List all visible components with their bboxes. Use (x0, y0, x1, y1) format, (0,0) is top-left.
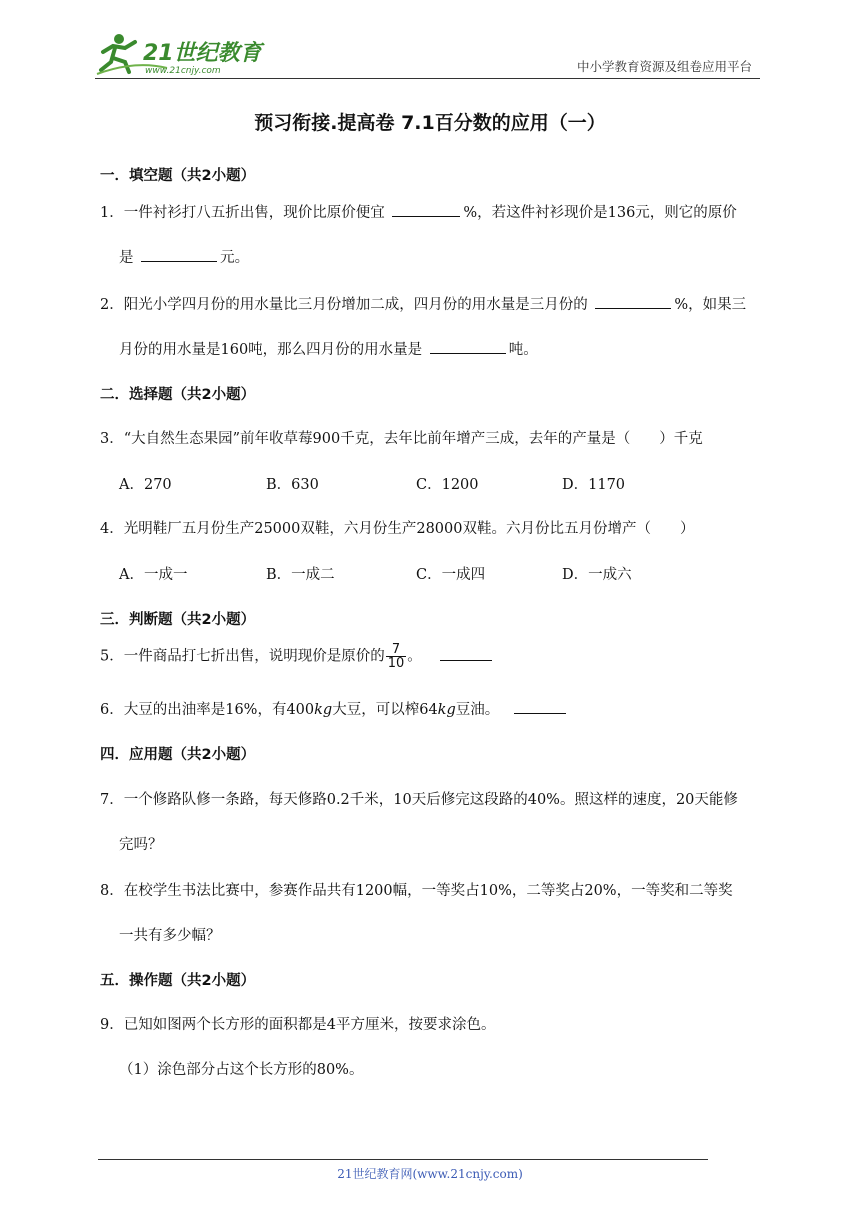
question-6: 6．大豆的出油率是16%，有400kg大豆，可以榨64kg豆油。 (100, 698, 569, 719)
section-fill-in: 一．填空题（共2小题） (100, 168, 256, 184)
question-2-line-1: 2．阳光小学四月份的用水量比三月份增加二成，四月份的用水量是三月份的 %，如果三 (100, 293, 746, 314)
question-4-option-c[interactable]: C．一成四 (416, 567, 486, 583)
answer-blank[interactable] (392, 201, 460, 217)
footer-text[interactable]: 21世纪教育网(www.21cnjy.com) (337, 1167, 523, 1181)
question-3-option-d[interactable]: D．1170 (562, 477, 626, 493)
platform-name: 中小学教育资源及组卷应用平台 (576, 59, 752, 74)
question-2-line-2: 月份的用水量是160吨，那么四月份的用水量是 吨。 (119, 338, 538, 359)
question-4-option-d[interactable]: D．一成六 (562, 567, 632, 583)
fraction-seven-tenths: $\frac{7}{10}$ (387, 642, 405, 671)
page-title: 预习衔接.提高卷 7.1百分数的应用（一） (254, 112, 606, 134)
question-1-line-2: 是 元。 (119, 246, 249, 267)
section-multiple-choice: 二．选择题（共2小题） (100, 387, 256, 403)
answer-blank[interactable] (514, 698, 566, 714)
section-word-problems: 四．应用题（共2小题） (100, 747, 256, 763)
question-7-line-2: 完吗？ (119, 837, 163, 853)
question-3: 3．“大自然生态果园”前年收草莓900千克，去年比前年增产三成，去年的产量是（ ）千克 (100, 431, 703, 447)
question-4-option-b[interactable]: B．一成二 (266, 567, 335, 583)
answer-blank[interactable] (595, 293, 671, 309)
page-header (95, 28, 760, 79)
answer-blank[interactable] (430, 338, 506, 354)
question-3-option-b[interactable]: B．630 (266, 477, 319, 493)
question-5: 5．一件商品打七折出售，说明现价是原价的 $\frac{7}{10}$ 。 (100, 643, 495, 670)
section-true-false: 三．判断题（共2小题） (100, 612, 256, 628)
question-3-option-c[interactable]: C．1200 (416, 477, 479, 493)
svg-text:www.21cnjy.com: www.21cnjy.com (145, 66, 221, 76)
question-4-option-a[interactable]: A．一成一 (119, 567, 188, 583)
question-8-line-2: 一共有多少幅？ (119, 928, 221, 944)
question-7-line-1: 7．一个修路队修一条路，每天修路0.2千米，10天后修完这段路的40%。照这样的速度，20天能修 (100, 792, 738, 808)
logo-21cnjy (95, 30, 265, 76)
question-9-sub-1: （1）涂色部分占这个长方形的80%。 (119, 1062, 364, 1078)
answer-blank[interactable] (141, 246, 217, 262)
svg-text:21世纪教育: 21世纪教育 (143, 41, 262, 66)
answer-blank[interactable] (440, 645, 492, 661)
section-operation: 五．操作题（共2小题） (100, 973, 256, 989)
footer-divider (98, 1159, 708, 1160)
question-3-option-a[interactable]: A．270 (119, 477, 172, 493)
question-9-line-1: 9．已知如图两个长方形的面积都是4平方厘米，按要求涂色。 (100, 1017, 496, 1033)
question-4: 4．光明鞋厂五月份生产25000双鞋，六月份生产28000双鞋。六月份比五月份增产（ ） (100, 521, 695, 537)
question-8-line-1: 8．在校学生书法比赛中，参赛作品共有1200幅，一等奖占10%，二等奖占20%，一等奖和二等奖 (100, 883, 733, 899)
question-1-line-1: 1．一件衬衫打八五折出售，现价比原价便宜 %，若这件衬衫现价是136元，则它的原价 (100, 201, 737, 222)
